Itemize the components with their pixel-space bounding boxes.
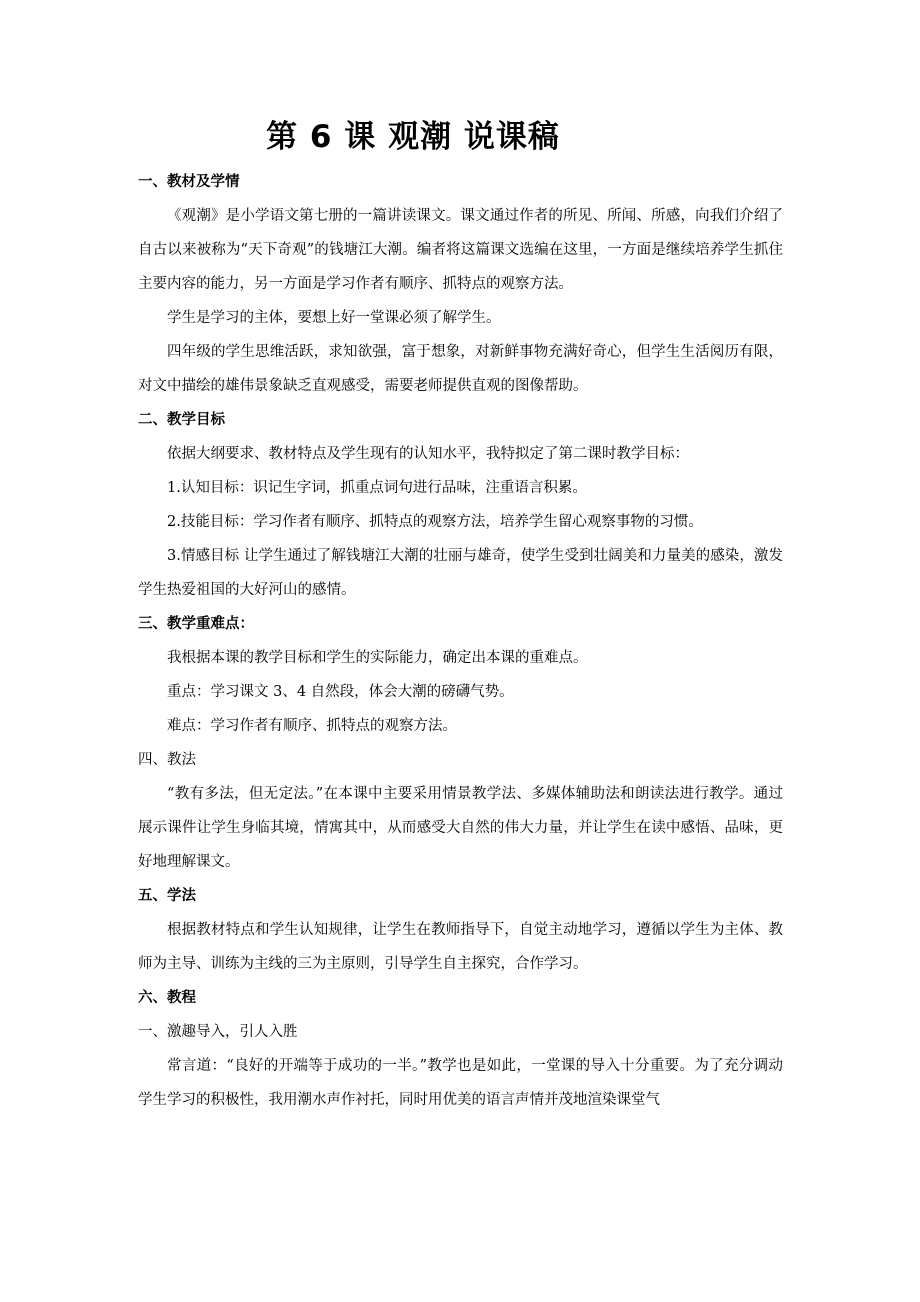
paragraph: 根据教材特点和学生认知规律，让学生在教师指导下，自觉主动地学习，遵循以学生为主体、教师为主导、训练为主线的三为主原则，引导学生自主探究，合作学习。 — [138, 922, 783, 972]
paragraph: 难点：学习作者有顺序、抓特点的观察方法。 — [167, 718, 457, 734]
document-title: 第 6 课 观潮 说课稿 — [266, 119, 560, 155]
section-learning-methods — [138, 879, 783, 981]
section-heading: 一、教材及学情 — [138, 174, 240, 190]
paragraph: 依据大纲要求、教材特点及学生现有的认知水平，我特拟定了第二课时教学目标： — [167, 446, 689, 462]
paragraph: 1.认知目标：识记生字词，抓重点词句进行品味，注重语言积累。 — [167, 480, 587, 496]
document-body — [138, 165, 783, 1117]
section-heading: 二、教学目标 — [138, 412, 225, 428]
section-intro — [138, 1015, 783, 1117]
paragraph: “教有多法，但无定法。”在本课中主要采用情景教学法、多媒体辅助法和朗读法进行教学。通过展示课件让学生身临其境，情寓其中，从而感受大自然的伟大力量，并让学生在读中感悟、品味，更好地理解课文。 — [138, 786, 783, 870]
paragraph: 常言道：“良好的开端等于成功的一半。”教学也是如此，一堂课的导入十分重要。为了充分调动学生学习的积极性，我用潮水声作衬托，同时用优美的语言声情并茂地渲染课堂气 — [138, 1058, 783, 1108]
paragraph: 《观潮》是小学语文第七册的一篇讲读课文。课文通过作者的所见、所闻、所感，向我们介绍了自古以来被称为“天下奇观”的钱塘江大潮。编者将这篇课文选编在这里，一方面是继续培养学生抓住主要内容的能力，另一方面是学习作者有顺序、抓特点的观察方法。 — [138, 208, 783, 292]
section-key-points — [138, 607, 783, 743]
section-materials — [138, 165, 783, 403]
section-heading: 四、教法 — [138, 752, 196, 768]
section-heading: 五、学法 — [138, 888, 196, 904]
paragraph: 重点：学习课文 3、4 自然段，体会大潮的磅礴气势。 — [167, 684, 514, 700]
paragraph: 2.技能目标：学习作者有顺序、抓特点的观察方法，培养学生留心观察事物的习惯。 — [167, 514, 703, 530]
section-heading: 六、教程 — [138, 990, 196, 1006]
section-process — [138, 981, 783, 1015]
section-heading: 一、激趣导入，引人入胜 — [138, 1024, 298, 1040]
paragraph: 学生是学习的主体，要想上好一堂课必须了解学生。 — [167, 310, 501, 326]
paragraph: 我根据本课的教学目标和学生的实际能力，确定出本课的重难点。 — [167, 650, 588, 666]
section-goals — [138, 403, 783, 607]
section-heading: 三、教学重难点： — [138, 616, 254, 632]
paragraph: 3.情感目标 让学生通过了解钱塘江大潮的壮丽与雄奇，使学生受到壮阔美和力量美的感染，激发学生热爱祖国的大好河山的感情。 — [138, 548, 783, 598]
section-teaching-methods — [138, 743, 783, 879]
paragraph: 四年级的学生思维活跃，求知欲强，富于想象，对新鲜事物充满好奇心，但学生生活阅历有限，对文中描绘的雄伟景象缺乏直观感受，需要老师提供直观的图像帮助。 — [138, 344, 783, 394]
